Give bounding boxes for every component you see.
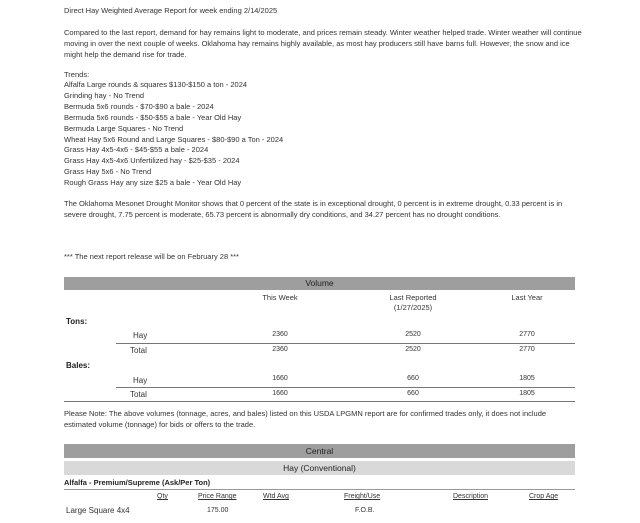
category-rule: [64, 489, 575, 490]
bales-section-label: Bales:: [66, 361, 91, 370]
category-label: Alfalfa - Premium/Supreme (Ask/Per Ton): [64, 478, 211, 487]
tons-section-label: Tons:: [66, 317, 88, 326]
row-item: Large Square 4x4: [66, 506, 130, 515]
bales-hay-last-reported: 660: [407, 375, 419, 382]
tons-total-last-year: 2770: [519, 346, 535, 353]
col-crop-age: Crop Age: [529, 493, 559, 500]
tons-total-this-week: 2360: [272, 346, 288, 353]
bales-hay-last-year: 1805: [519, 375, 535, 382]
bales-divider: [116, 387, 575, 388]
col-price-range: Price Range: [198, 493, 237, 500]
tons-total-last-reported: 2520: [405, 346, 421, 353]
trend-item: Wheat Hay 5x6 Round and Large Squares - $80-$90 a Ton - 2024: [64, 134, 284, 144]
tons-hay-last-reported: 2520: [405, 331, 421, 338]
trends-heading: Trends:: [64, 70, 90, 79]
volume-header: Volume: [64, 277, 575, 290]
report-title: Direct Hay Weighted Average Report for week ending 2/14/2025: [64, 6, 278, 15]
col-freight-use: Freight/Use: [344, 493, 381, 500]
trend-item: Grass Hay 4x5-4x6 Unfertilized hay - $25-$35 - 2024: [64, 156, 240, 166]
tons-total-label: Total: [130, 346, 147, 355]
col-last-reported-label: Last Reported: [389, 293, 437, 302]
trend-item: Alfalfa Large rounds & squares $130-$150 a ton - 2024: [64, 80, 248, 89]
intro-paragraph: Compared to the last report, demand for hay remains light to moderate, and prices remain steady. Winter weather helped trade. Winter weather will continue moving in over the next couple of weeks. Oklahoma hay remains highly available, as most hay producers still have barns full. However, the snow and ice might help the demand rise for trade.: [64, 28, 582, 59]
trend-item: Grass Hay 4x5-4x6 - $45-$55 a bale - 2024: [64, 145, 209, 155]
tons-hay-last-year: 2770: [519, 331, 535, 338]
tons-divider: [116, 343, 575, 344]
bales-total-last-year: 1805: [519, 390, 535, 397]
tons-hay-label: Hay: [133, 331, 148, 340]
bales-hay-label: Hay: [133, 376, 148, 385]
bales-total-last-reported: 660: [407, 390, 419, 397]
trend-item: Bermuda 5x6 rounds - $50-$55 a bale - Year Old Hay: [64, 112, 242, 122]
col-wtd-avg: Wtd Avg: [263, 493, 289, 500]
central-header: Central: [64, 444, 575, 458]
trend-item: Bermuda Large Squares - No Trend: [64, 123, 184, 133]
bales-total-this-week: 1660: [272, 390, 288, 397]
volume-bottom-rule: [64, 401, 575, 402]
trend-item: Bermuda 5x6 rounds - $70-$90 a bale - 2024: [64, 101, 214, 111]
central-subheader: Hay (Conventional): [64, 461, 575, 475]
row-freight: F.O.B.: [355, 507, 375, 514]
bales-total-label: Total: [130, 390, 147, 399]
col-last-reported: [368, 293, 458, 313]
col-this-week: This Week: [262, 293, 298, 302]
col-last-year: Last Year: [511, 293, 543, 302]
bales-hay-this-week: 1660: [272, 375, 288, 382]
next-release-note: *** The next report release will be on February 28 ***: [64, 252, 239, 261]
col-qty: Qty: [157, 493, 168, 500]
trends-list: [64, 80, 283, 189]
tons-hay-this-week: 2360: [272, 331, 288, 338]
trend-item: Grass Hay 5x6 - No Trend: [64, 167, 152, 177]
trend-item: Grinding hay - No Trend: [64, 90, 145, 100]
trend-item: Rough Grass Hay any size $25 a bale - Year Old Hay: [64, 178, 242, 188]
volume-note: Please Note: The above volumes (tonnage, acres, and bales) listed on this USDA LPGMN report are for confirmed trades only, it does not include estimated volume (tonnage) for bids or offers to the trade.: [64, 409, 547, 429]
col-description: Description: [453, 493, 489, 500]
row-price-range: 175.00: [207, 507, 229, 514]
col-last-reported-date: (1/27/2025): [393, 303, 433, 312]
drought-paragraph: The Oklahoma Mesonet Drought Monitor shows that 0 percent of the state is in exceptional drought, 0 percent is in extreme drought, 0.33 percent is in severe drought, 7.75 percent is moderate, 65.73 percent is abnormally dry conditions, and 34.27 percent has no drought conditions.: [64, 199, 563, 219]
